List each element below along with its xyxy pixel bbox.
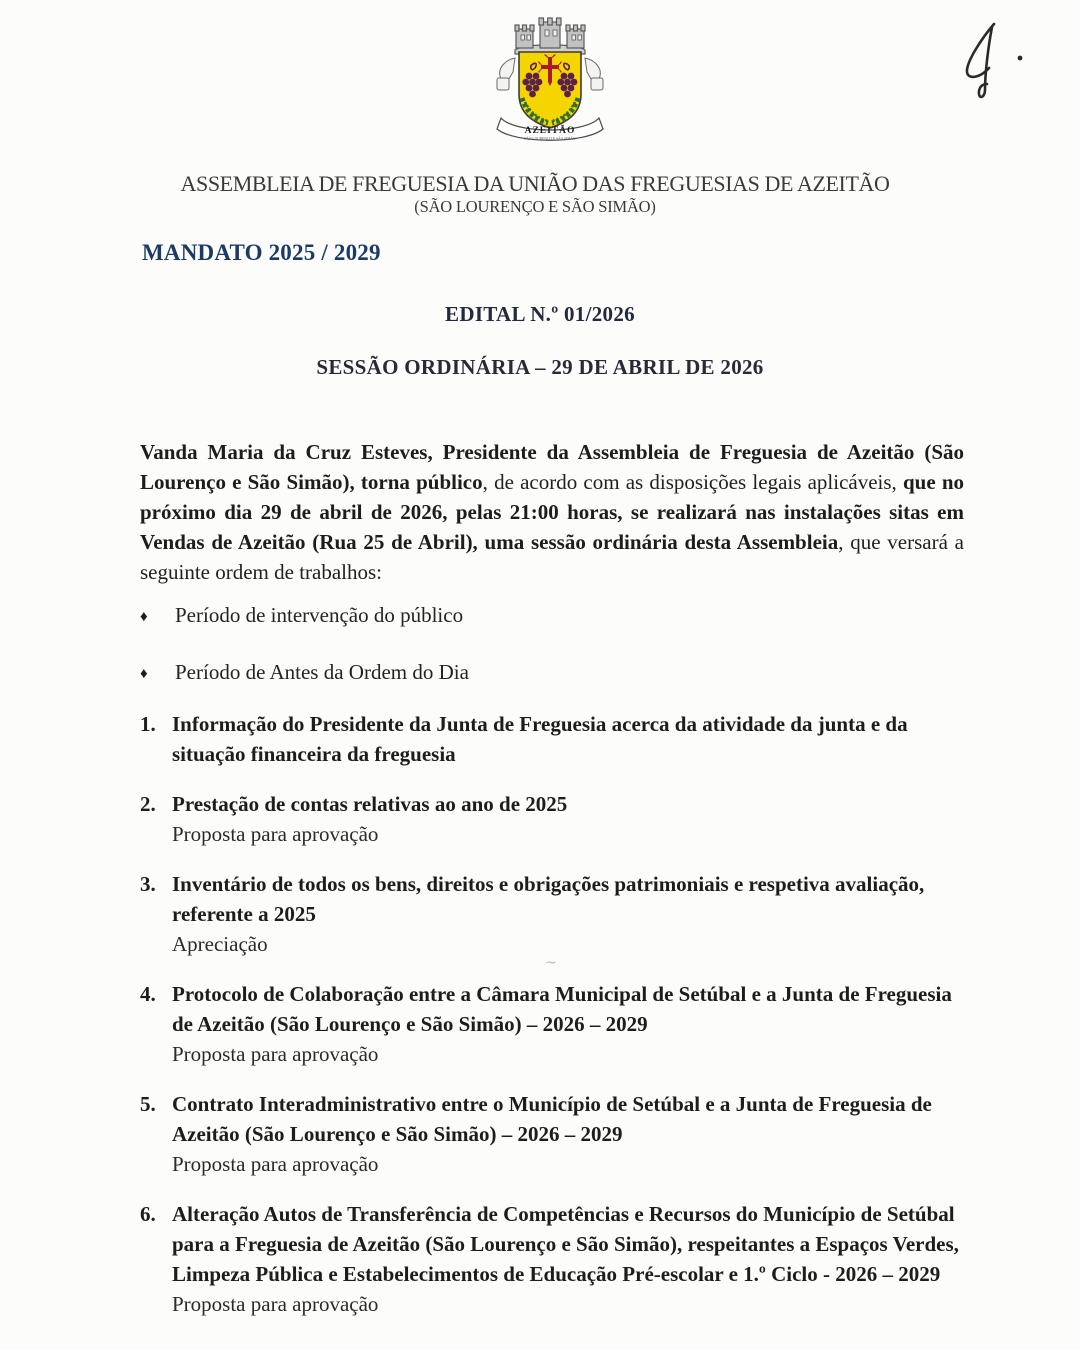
handwritten-mark	[950, 18, 1042, 102]
session-heading: SESSÃO ORDINÁRIA – 29 DE ABRIL DE 2026	[316, 355, 764, 379]
agenda-item-number: 3.	[140, 872, 156, 896]
agenda-item-title: Protocolo de Colaboração entre a Câmara Municipal de Setúbal e a Junta de Freguesia de Azeitão (São Lourenço e São Simão) – 2026 – 2029	[172, 982, 952, 1036]
bullet-item-text: Período de intervenção do público	[175, 603, 464, 627]
intro-segment: que no próximo dia 29 de abril de 2026, pelas 21:00 horas, se realizará nas instalações sitas em Vendas de Azeitão (Rua 25 de Abril), uma sessão ordinária desta Assembleia	[140, 470, 965, 554]
agenda-item-title: Inventário de todos os bens, direitos e obrigações patrimoniais e respetiva avaliação, referente a 2025	[172, 872, 925, 926]
agenda-list	[140, 709, 966, 1339]
agenda-item-note: Proposta para aprovação	[172, 1152, 379, 1176]
agenda-item-2	[140, 789, 966, 849]
bullet-item	[140, 601, 964, 631]
scan-artifact: ~	[545, 955, 557, 971]
agenda-item-title: Contrato Interadministrativo entre o Município de Setúbal e a Junta de Freguesia de Azeitão (São Lourenço e São Simão) – 2026 – 2029	[172, 1092, 932, 1146]
handwritten-dot	[1018, 56, 1023, 61]
intro-paragraph	[140, 437, 964, 587]
bullet-item	[140, 658, 964, 688]
agenda-item-note: Apreciação	[172, 932, 268, 956]
agenda-item-number: 4.	[140, 982, 156, 1006]
bullet-item-text: Período de Antes da Ordem do Dia	[175, 660, 469, 684]
agenda-item-title: Informação do Presidente da Junta de Freguesia acerca da atividade da junta e da situação financeira da freguesia	[172, 712, 908, 766]
edital-number-heading: EDITAL N.º 01/2026	[445, 302, 635, 326]
intro-segment: Vanda Maria da Cruz Esteves, Presidente da Assembleia de Freguesia de Azeitão (São Lourenço e São Simão), torna público	[140, 440, 964, 494]
agenda-item-number: 6.	[140, 1202, 156, 1226]
intro-segment: , que versará a seguinte ordem de trabalhos:	[140, 530, 964, 584]
intro-segment: , de acordo com as disposições legais aplicáveis,	[482, 470, 903, 494]
document-title: ASSEMBLEIA DE FREGUESIA DA UNIÃO DAS FREGUESIAS DE AZEITÃO	[180, 171, 890, 196]
agenda-item-note: Proposta para aprovação	[172, 822, 379, 846]
diamond-bullet-icon: ♦	[140, 666, 148, 682]
mandate-heading: MANDATO 2025 / 2029	[142, 240, 381, 265]
agenda-item-title: Alteração Autos de Transferência de Competências e Recursos do Município de Setúbal para a Freguesia de Azeitão (São Lourenço e São Simão), respeitantes a Espaços Verdes, Limpeza Pública e Estabelecimentos de Educação Pré-escolar e 1.º Ciclo - 2026 – 2029	[172, 1202, 959, 1286]
agenda-item-3	[140, 869, 966, 959]
banner-text: AZEITÃO	[524, 126, 576, 136]
agenda-item-note: Proposta para aprovação	[172, 1292, 379, 1316]
agenda-item-5	[140, 1089, 966, 1179]
agenda-item-title: Prestação de contas relativas ao ano de 2025	[172, 792, 568, 816]
agenda-item-6	[140, 1199, 966, 1319]
agenda-item-number: 5.	[140, 1092, 156, 1116]
agenda-item-note: Proposta para aprovação	[172, 1042, 379, 1066]
banner-subtext: SÃO LOURENÇO E SÃO SIMÃO	[524, 137, 576, 141]
agenda-item-number: 1.	[140, 712, 156, 736]
mural-crown-icon	[515, 18, 585, 54]
handwritten-mark-icon	[950, 18, 1042, 102]
agenda-item-number: 2.	[140, 792, 156, 816]
agenda-item-1	[140, 709, 966, 769]
parish-coat-of-arms	[480, 10, 620, 148]
coat-of-arms-graphic	[480, 10, 620, 148]
document-subtitle: (SÃO LOURENÇO E SÃO SIMÃO)	[414, 197, 656, 216]
agenda-item-4	[140, 979, 966, 1069]
pre-agenda-bullets	[140, 601, 964, 688]
diamond-bullet-icon: ♦	[140, 609, 148, 625]
